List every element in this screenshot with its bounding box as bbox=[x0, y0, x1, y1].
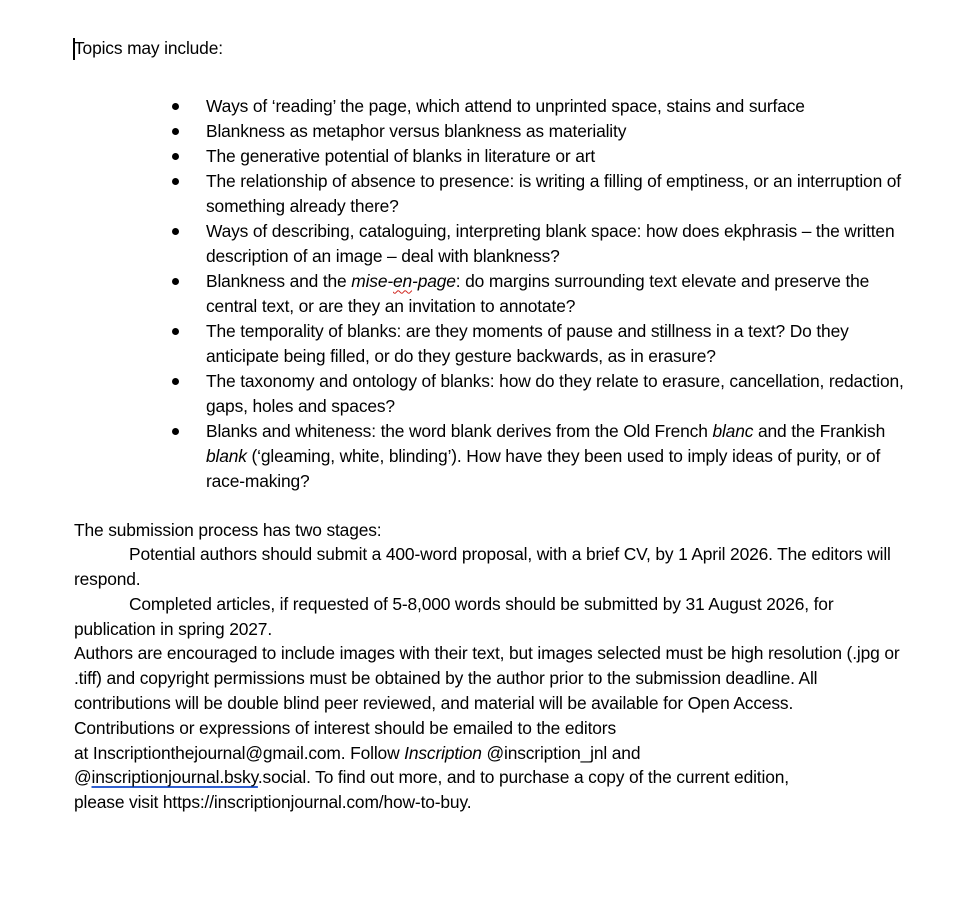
bullet-icon bbox=[172, 128, 179, 135]
contact-email-text: at Inscriptionthejournal@gmail.com. Follow bbox=[74, 742, 405, 763]
topics-heading bbox=[74, 36, 914, 61]
contact-line-1: Contributions or expressions of interest should be emailed to the editors bbox=[74, 717, 616, 738]
topic-text: Ways of describing, cataloguing, interpreting blank space: how does ekphrasis – the written description of an image – deal with blankness? bbox=[206, 220, 895, 266]
topics-list bbox=[74, 94, 914, 494]
topic-list-item bbox=[74, 319, 906, 369]
topic-text: The taxonomy and ontology of blanks: how do they relate to erasure, cancellation, redaction, gaps, holes and spaces? bbox=[206, 370, 904, 416]
journal-name: Inscription bbox=[404, 742, 482, 763]
bullet-icon bbox=[172, 103, 179, 110]
topic-list-item bbox=[74, 419, 906, 494]
spellcheck-flagged-word[interactable]: en bbox=[393, 270, 413, 291]
bullet-icon bbox=[172, 153, 179, 160]
bullet-icon bbox=[172, 278, 179, 285]
topic-list-item bbox=[74, 94, 906, 119]
submission-section bbox=[74, 518, 904, 816]
topic-list-item bbox=[74, 369, 906, 419]
topic-list-item bbox=[74, 144, 906, 169]
topic-text: Ways of ‘reading’ the page, which attend to unprinted space, stains and surface bbox=[206, 95, 805, 116]
bsky-at: @ bbox=[74, 767, 92, 788]
topic-list-item bbox=[74, 169, 906, 219]
topic-text: and the Frankish bbox=[753, 420, 886, 441]
text-cursor bbox=[73, 38, 75, 60]
topic-text: mise- bbox=[351, 270, 393, 291]
topics-heading-text: Topics may include: bbox=[74, 38, 223, 58]
topic-text: blanc bbox=[712, 420, 754, 441]
topic-text: : do margins surrounding text elevate and preserve the central text, or are they an invitation to annotate? bbox=[206, 270, 870, 316]
topic-list-item bbox=[74, 269, 906, 319]
bullet-icon bbox=[172, 178, 179, 185]
topic-text: -page bbox=[412, 270, 456, 291]
submission-intro: The submission process has two stages: bbox=[74, 519, 382, 540]
topic-text: (‘gleaming, white, blinding’). How have they been used to imply ideas of purity, or of race-making? bbox=[206, 445, 881, 491]
topic-list-item bbox=[74, 219, 906, 269]
bullet-icon bbox=[172, 328, 179, 335]
document-page[interactable] bbox=[74, 36, 914, 815]
topic-text: The generative potential of blanks in literature or art bbox=[206, 145, 596, 166]
topic-text: Blanks and whiteness: the word blank derives from the Old French bbox=[206, 420, 713, 441]
bullet-icon bbox=[172, 228, 179, 235]
images-guidance: Authors are encouraged to include images with their text, but images selected must be high resolution (.jpg or .tiff) and copyright permissions must be obtained by the author prior to the submission deadline. All contributions will be double blind peer reviewed, and material will be available for Open Access. bbox=[74, 643, 900, 714]
bsky-suffix: .social. To find out more, and to purchase a copy of the current edition, bbox=[257, 767, 789, 788]
contact-paragraph bbox=[74, 716, 904, 815]
twitter-handle: @inscription_jnl and bbox=[481, 742, 641, 763]
submission-stage-2: Completed articles, if requested of 5-8,000 words should be submitted by 31 August 2026, for publication in spring 2027. bbox=[74, 593, 834, 639]
bullet-icon bbox=[172, 428, 179, 435]
topic-text: The relationship of absence to presence: is writing a filling of emptiness, or an interruption of something already there? bbox=[206, 170, 901, 216]
bsky-handle-link[interactable]: inscriptionjournal.bsky bbox=[91, 767, 258, 788]
submission-stage-1: Potential authors should submit a 400-word proposal, with a brief CV, by 1 April 2026. The editors will respond. bbox=[74, 544, 891, 590]
topic-text: The temporality of blanks: are they moments of pause and stillness in a text? Do they anticipate being filled, or do they gesture backwards, as in erasure? bbox=[206, 320, 849, 366]
topic-list-item bbox=[74, 119, 906, 144]
topic-text: blank bbox=[206, 445, 247, 466]
topic-text: Blankness and the bbox=[206, 270, 352, 291]
bullet-icon bbox=[172, 378, 179, 385]
topic-text: Blankness as metaphor versus blankness as materiality bbox=[206, 120, 627, 141]
visit-url-text: please visit https://inscriptionjournal.com/how-to-buy. bbox=[74, 792, 472, 813]
